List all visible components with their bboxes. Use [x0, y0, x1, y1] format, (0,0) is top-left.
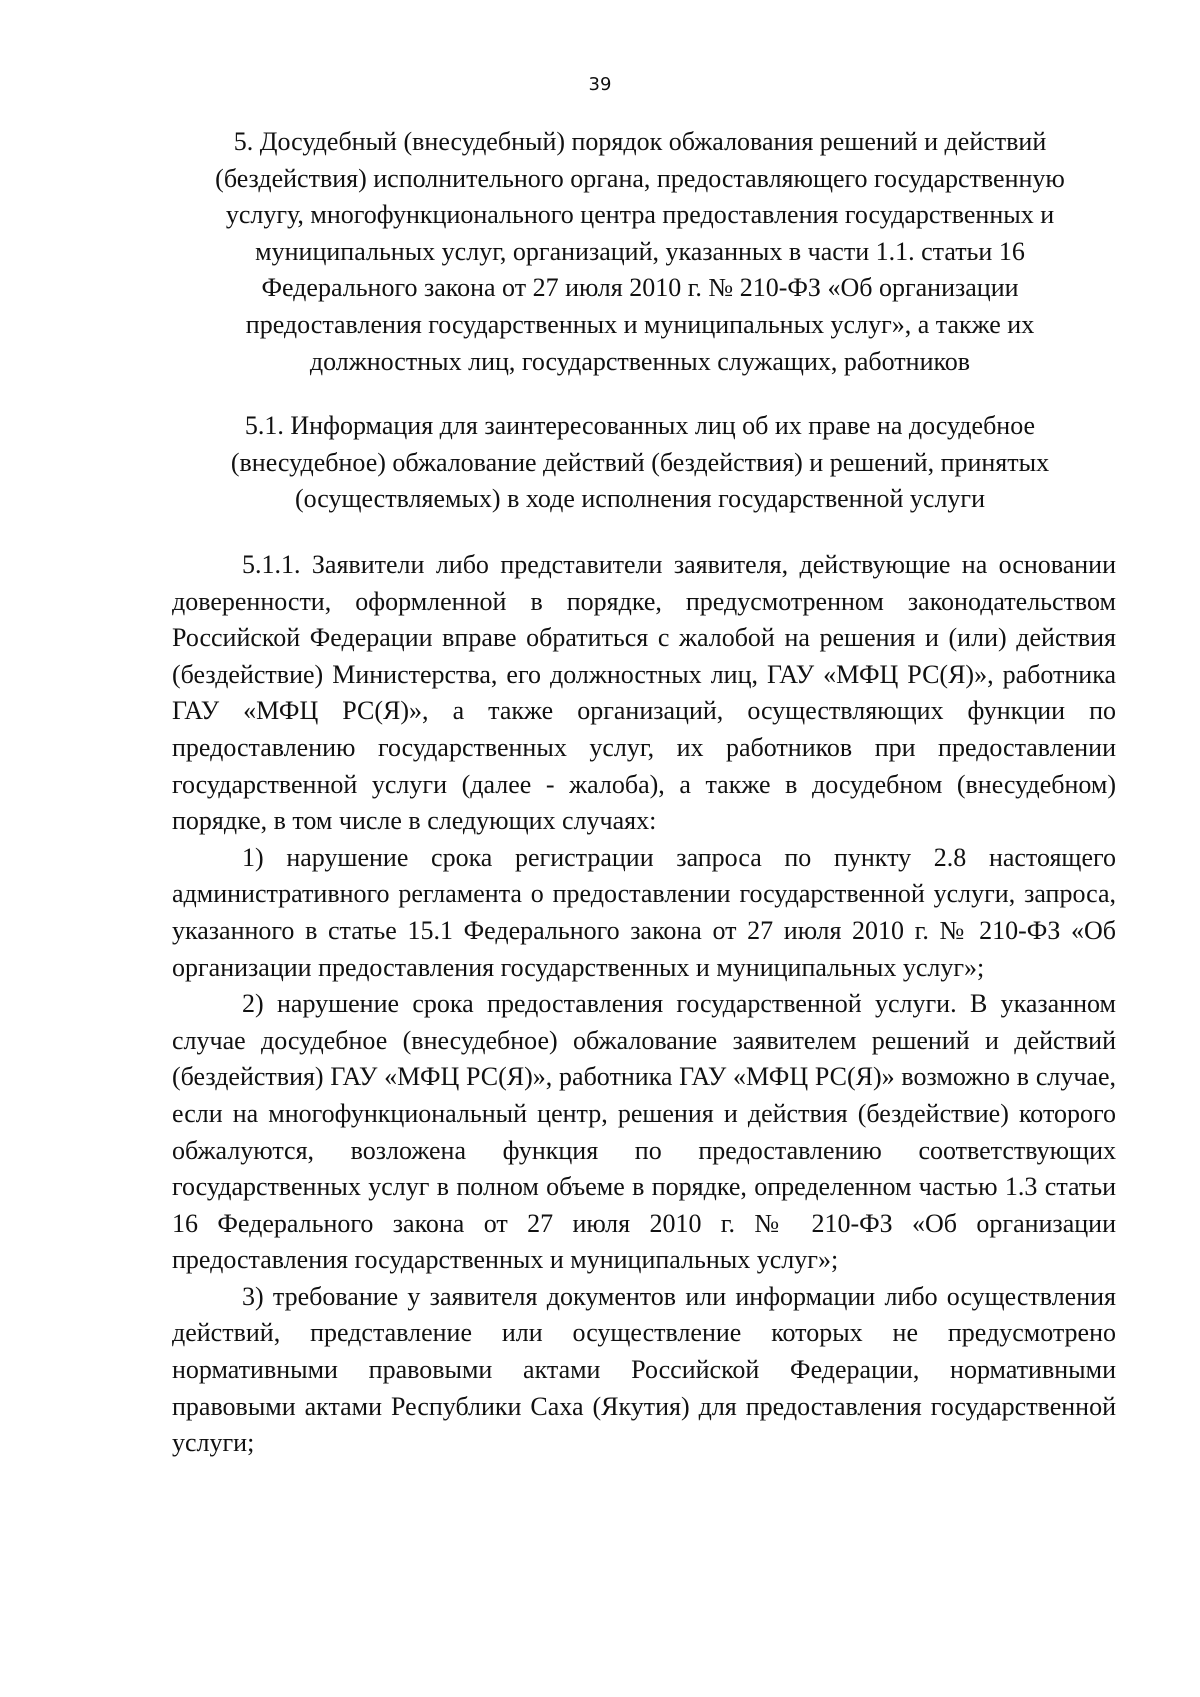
page-number: 39	[588, 74, 612, 95]
list-item-3: 3) требование у заявителя документов или информации либо осуществления действий, представление или осуществление которых не предусмотрено нормативными правовыми актами Российской Федерации, нормативными правовыми актами Республики Саха (Якутия) для предоставления государственной услуги;	[172, 1281, 1116, 1458]
subsection-heading: 5.1. Информация для заинтересованных лиц об их праве на досудебное (внесудебное) обжалование действий (бездействия) и решений, принятых (осуществляемых) в ходе исполнения государственной услуги	[230, 411, 1050, 514]
list-item-2: 2) нарушение срока предоставления государственной услуги. В указанном случае досудебное (внесудебное) обжалование заявителем решений и действий (бездействия) ГАУ «МФЦ РС(Я)», работника ГАУ «МФЦ РС(Я)» возможно в случае, если на многофункциональный центр, решения и действия (бездействие) которого обжалуются, возложена функция по предоставлению соответствующих государственных услуг в полном объеме в порядке, определенном частью 1.3 статьи 16 Федерального закона от 27 июля 2010 г. № 210-ФЗ «Об организации предоставления государственных и муниципальных услуг»;	[172, 989, 1116, 1275]
paragraph-5-1-1: 5.1.1. Заявители либо представители заявителя, действующие на основании доверенности, оформленной в порядке, предусмотренном законодательством Российской Федерации вправе обратиться с жалобой на решения и (или) действия (бездействие) Министерства, его должностных лиц, ГАУ «МФЦ РС(Я)», работника ГАУ «МФЦ РС(Я)», а также организаций, осуществляющих функции по предоставлению государственных услуг, их работников при предоставлении государственной услуги (далее - жалоба), а также в досудебном (внесудебном) порядке, в том числе в следующих случаях:	[172, 550, 1116, 836]
section-heading: 5. Досудебный (внесудебный) порядок обжалования решений и действий (бездействия) исполнительного органа, предоставляющего государственную услугу, многофункционального центра предоставления государственных и муниципальных услуг, организаций, указанных в части 1.1. статьи 16 Федерального закона от 27 июля 2010 г. № 210-ФЗ «Об организации предоставления государственных и муниципальных услуг», а также их должностных лиц, государственных служащих, работников	[215, 127, 1065, 376]
list-item-1: 1) нарушение срока регистрации запроса по пункту 2.8 настоящего административного регламента о предоставлении государственной услуги, запроса, указанного в статье 15.1 Федерального закона от 27 июля 2010 г. № 210-ФЗ «Об организации предоставления государственных и муниципальных услуг»;	[172, 842, 1116, 982]
body-text	[172, 547, 1116, 1462]
